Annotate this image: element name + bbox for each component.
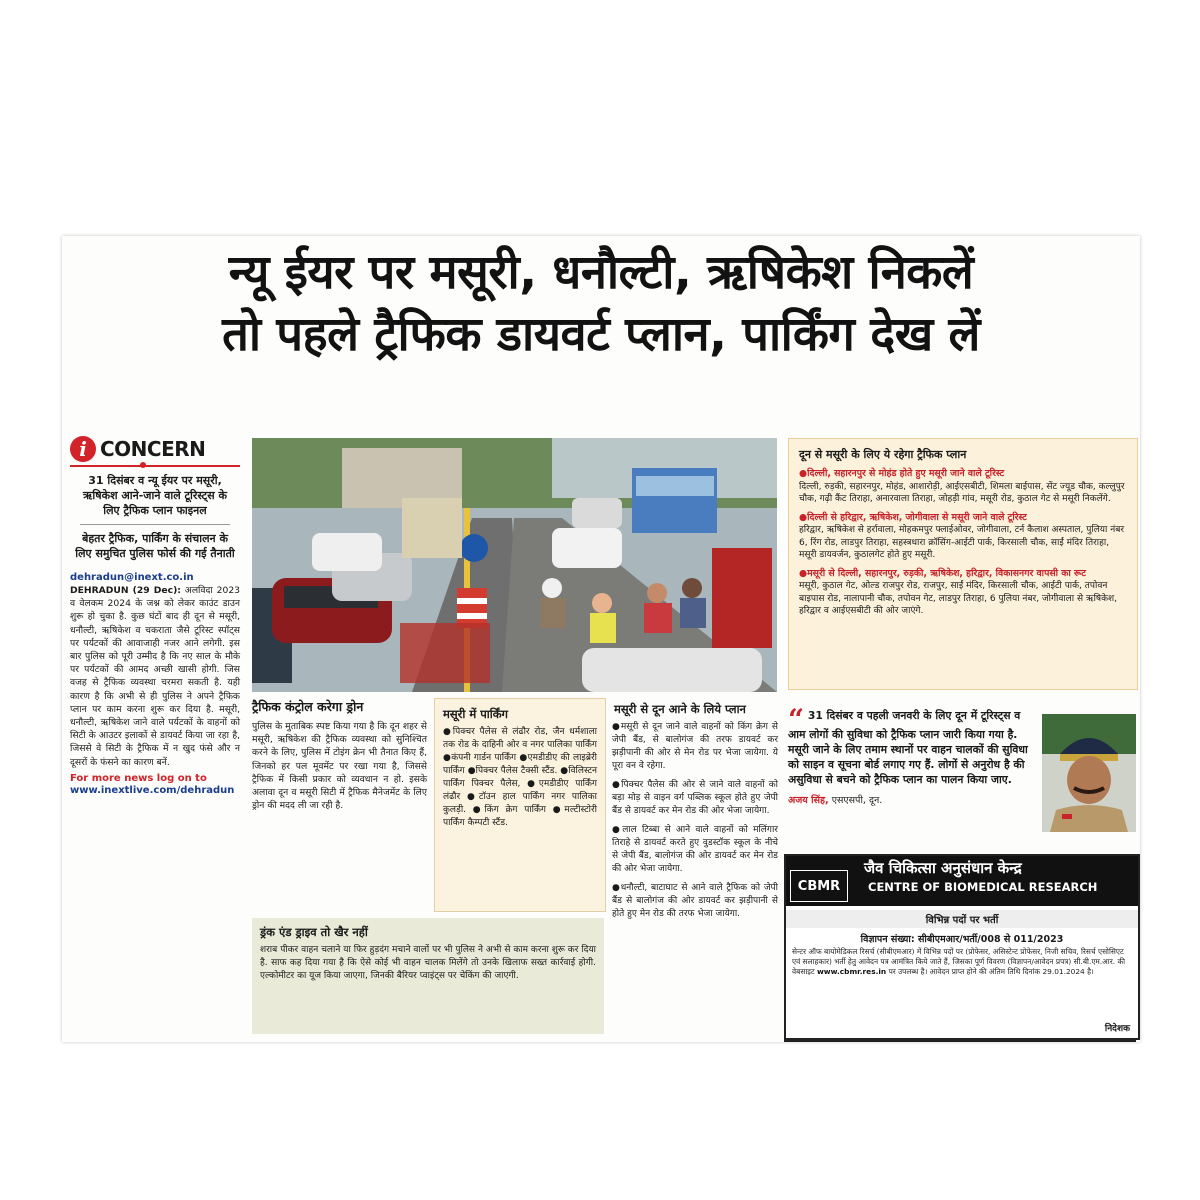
return-plan-list (612, 721, 778, 921)
ad-english-title: CENTRE OF BIOMEDICAL RESEARCH (868, 880, 1098, 894)
ad-website-link[interactable]: www.cbmr.res.in (816, 967, 887, 976)
drunk-drive-title: ड्रंक एंड ड्राइव तो खैर नहीं (260, 925, 368, 939)
quote-mark-icon: “ (788, 703, 805, 736)
traffic-photo (252, 438, 777, 692)
route-plan-box (788, 438, 1138, 690)
concern-divider (70, 465, 240, 467)
cbmr-logo: CBMR (790, 870, 848, 902)
parking-body: ●पिक्चर पैलेस से लंढौर रोड, जैन धर्मशाला तक रोड के दाहिनी ओर व नगर पालिका पार्किंग ●कंपनी गार्डन पार्किंग ●एमडीडीए की लाइब्रेरी पार्किंग ●पिक्चर पैलेस टैक्सी स्टैंड. ●विलिस्टन पार्किंग पिक्चर पैलेस, ●एमडीडीए पार्किंग लंढौर ●टॉउन हाल पार्किंग नगर पालिका कुलड़ी. ●किंग क्रेग पार्किंग ●मल्टीस्टोरी पार्किंग कैम्पटी स्टैंड. (443, 727, 597, 828)
bottom-rule (784, 1040, 1136, 1042)
officer-photo (1042, 714, 1136, 832)
summary-point-1: 31 दिसंबर व न्यू ईयर पर मसूरी, ऋषिकेश आने-जाने वाले टूरिस्ट्स के लिए ट्रैफिक प्लान फाइनल (83, 474, 227, 517)
ad-number: विज्ञापन संख्या: सीबीएमआर/भर्ती/008 से 011/2023 (860, 934, 1064, 945)
summary-point-2: बेहतर ट्रैफिक, पार्किंग के संचालन के लिए समुचित पुलिस फोर्स की गई तैनाती (75, 532, 235, 560)
ad-header-band (786, 856, 1138, 906)
newspaper-page (62, 236, 1140, 1042)
summary-divider (80, 524, 230, 525)
route-heading: ●दिल्ली, सहारनपुर से मोहंड होते हुए मसूरी जाने वाले टूरिस्ट (799, 468, 1005, 479)
cbmr-advertisement (784, 854, 1140, 1040)
ad-body (786, 945, 1138, 979)
route-plan-title: दून से मसूरी के लिए ये रहेगा ट्रैफिक प्लान (799, 448, 967, 461)
quote-name: अजय सिंह, (788, 795, 829, 806)
quote-designation: एसएसपी, दून. (831, 795, 883, 806)
headline (68, 242, 1134, 366)
return-plan-item: ●लाल टिब्बा से आने वाले वाहनों को मलिंगार तिराहे से डायवर्ट करते हुए वुडस्टॉक स्कूल के नीचे से जेपी बैंड, बालोगंज की ओर डायवर्ट कर मेन रोड की ओर भेजा जायेगा. (612, 825, 778, 874)
ad-signatory: निदेशक (1104, 1024, 1130, 1034)
parking-box (434, 698, 606, 912)
return-plan-item: ●मसूरी से दून जाने वाले वाहनों को किंग क्रेग से जेपी बैंड, से बालोगंज की तरफ डायवर्ट कर झड़ीपानी की ओर से मेन रोड पर भेजा जायेगा. ये पूरा वन वे रहेगा. (612, 722, 778, 771)
drone-subheading: ट्रैफिक कंट्रोल करेगा ड्रोन (252, 699, 364, 714)
return-plan-item: ●पिक्चर पैलेस की ओर से जाने वाले वाहनों को बड़ा मोड़ से वाइन वर्ग पब्लिक स्कूल होते हुए जेपी बैंड से डायवर्ट कर मेन रोड की ओर भेजा जायेगा. (612, 780, 778, 816)
drone-body: पुलिस के मुताबिक स्पष्ट किया गया है कि दून शहर से मसूरी, ऋषिकेश की ट्रैफिक व्यवस्था को सुनिश्चित करने के लिए, पुलिस में टोइंग क्रेन भी तैनात किए हैं, जिनको हर पल मूवमेंट पर रखा गया है, जिससे ट्रैफिक में किसी प्रकार को व्यवधान न हो. इसके अलावा दून व मसूरी सिटी में ट्रैफिक मैनेजमेंट के लिए ड्रोन की मदद ली जा रही है. (252, 721, 427, 812)
route-body: मसूरी, कुठाल गेट, ओल्ड राजपुर रोड, राजपुर, साईं मंदिर, किरसाली चौक, आईटी पार्क, तपोवन बाइपास रोड, नालापानी चौक, तपोवन गेट, लाडपुर तिराहा, 6 पुलिया नंबर, जोगीवाला से ऋषिकेश, हरिद्वार व आईएसबीटी की ओर जाएंगे. (799, 581, 1118, 616)
parking-title: मसूरी में पार्किंग (443, 707, 509, 721)
route-body: हरिद्वार, ऋषिकेश से हर्रावाला, मोहकमपुर फ्लाईओवर, जोगीवाला, टर्न कैलाश अस्पताल, पुलिया नंबर 6, रिंग रोड, लाडपुर तिराहा, सहस्त्रधारा क्रॉसिंग-आईटी पार्क, किरसाली चौक, साईं मंदिर तिराहा, मसूरी डायवर्जन, कुठालगेट होते हुए मसूरी. (799, 525, 1125, 560)
drunk-drive-box (252, 918, 604, 1034)
return-plan-item: ●धनौल्टी, बाटाघाट से आने वाले ट्रैफिक को जेपी बैंड से बालोगंज की ओर डायवर्ट कर झड़ीपानी से होते हुए मेन रोड की तरफ भेजा जायेगा. (612, 883, 778, 919)
return-plan (612, 698, 778, 927)
headline-line-1: न्यू ईयर पर मसूरी, धनौल्टी, ऋषिकेश निकलें (228, 245, 974, 300)
ad-body-text: सेन्टर ऑफ बायोमेडिकल रिसर्च (सीबीएमआर) में विभिन्न पदों पर (प्रोफेसर, असिस्टेन्ट प्रोफेसर, निजी सचिव, रिसर्च एसोसिएट एवं सलाहकार) भर्ती हेतु आवेदन पत्र आमंत्रित किये जाते हैं, जिसका पूर्ण विवरण (विज्ञापन/आवेदन प्रपत्र) सी.बी.एम.आर. की वेबसाइट (792, 947, 1126, 976)
return-plan-title: मसूरी से दून आने के लिये प्लान (614, 702, 746, 716)
ad-hindi-title: जैव चिकित्सा अनुसंधान केन्द्र (864, 859, 1022, 877)
dateline: DEHRADUN (29 Dec): (70, 585, 181, 596)
info-icon: i (70, 436, 96, 462)
officer-portrait (1042, 714, 1136, 832)
more-news-link[interactable]: www.inextlive.com/dehradun (70, 784, 235, 796)
reporter-email: dehradun@inext.co.in (70, 572, 194, 583)
route-body: दिल्ली, रुड़की, सहारनपुर, मोहंड, आशारोड़ी, आईएसबीटी, शिमला बाईपास, सेंट ज्यूड चौक, कल्लुपुर चौक, गढ़ी कैंट तिराहा, अनारवाला तिराहा, जोहड़ी गांव, मसूरी रोड, कुठाल गेट से मसूरी निकलेंगे. (799, 481, 1125, 504)
ad-notice: विभिन्न पदों पर भर्ती (786, 910, 1138, 928)
traffic-photo-illustration (252, 438, 777, 692)
drunk-drive-body: शराब पीकर वाहन चलाने या फिर हुड़दंग मचाने वालों पर भी पुलिस ने अभी से काम करना शुरू कर दिया है. साफ कह दिया गया है कि ऐसे कोई भी वाहन चालक मिलेंगे तो उनके खिलाफ सख्त कार्रवाई होगी. एल्कोमीटर का यूज किया जाएगा, जिनकी बैरियर प्वाइंट्स पर चेकिंग की जाएगी. (260, 945, 596, 981)
route-heading: ●दिल्ली से हरिद्वार, ऋषिकेश, जोगीवाला से मसूरी जाने वाले टूरिस्ट (799, 511, 1027, 523)
route-heading: ●मसूरी से दिल्ली, सहारनपुर, रुड़की, ऋषिकेश, हरिद्वार, विकासनगर वापसी का रूट (799, 567, 1086, 579)
lead-story-text: अलविदा 2023 व वेलकम 2024 के जश्न को लेकर काउंट डाउन शुरू हो चुका है. कुछ घंटों बाद ही दून से मसूरी, धनौल्टी, ऋषिकेश व चकराता जैसे टूरिस्ट स्पॉट्स पर पर्यटकों की आवाजाही नजर आने लगेगी. इस बार पुलिस को पूरी उम्मीद है कि नए साल के मौके पर पर्यटकों की आमद अच्छी खासी होगी. जिस वजह से ट्रैफिक व्यवस्था चरमरा सकती है. यही कारण है कि अभी से ही पुलिस ने अपने ट्रैफिक प्लान पर काम करना शुरू कर दिया है. मसूरी, धनौल्टी, ऋषिकेश जाने वाले पर्यटकों के वाहनों को सिटी के आउटर इलाकों से डायवर्ट किया जा रहा है, जिससे वे सिटी के ट्रैफिक में न खुद फंसे और न दूसरों के फंसने का कारण बनें. (70, 585, 241, 768)
ad-deadline: पर उपलब्ध है। आवेदन प्राप्त होने की अंतिम तिथि दिनांक 29.01.2024 है। (888, 967, 1094, 976)
headline-line-2: तो पहले ट्रैफिक डायवर्ट प्लान, पार्किंग देख लें (222, 307, 980, 362)
concern-tag (70, 436, 240, 462)
lead-story-column (70, 436, 240, 1036)
lead-story-body (70, 584, 240, 769)
quote-text: 31 दिसंबर व पहली जनवरी के लिए दून में टूरिस्ट्स व आम लोगों की सुविधा को ट्रैफिक प्लान जारी किया गया है. मसूरी जाने के लिए तमाम स्थानों पर वाहन चालकों की सुविधा को साइन व सूचना बोर्ड लगाए गए हैं. लोगों से अनुरोध है की असुविधा से बचने को ट्रैफिक प्लान का पालन किया जाए. (788, 709, 1028, 786)
official-quote (788, 703, 1040, 808)
concern-label: CONCERN (100, 436, 206, 461)
quote-attribution (788, 793, 1040, 808)
more-news-label: For more news log on to (70, 772, 207, 784)
